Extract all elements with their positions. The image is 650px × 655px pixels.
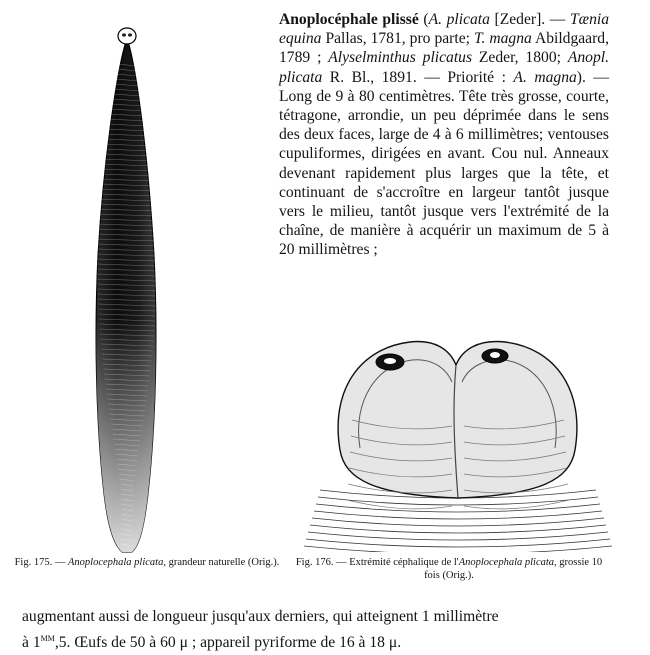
species-description: Anoplocéphale plissé (A. plicata [Zeder]. — Tænia equina Pallas, 1781, pro parte; T. magna Abildgaard, 1789 ; Alyselminthus plicatus Zeder, 1800; Anopl. plicata R. Bl., 1891. — Priorité : A. magna). — Long de 9 à 80 centimètres. Tête très grosse, courte, tétragone, arrondie, un peu déprimée dans le sens des deux faces, large de 4 à 6 millimètres; ventouses cupuliformes, dirigées en avant. Cou nul. Anneaux devenant rapidement plus larges que la tête, et continuant de s'accroître en largeur tantôt jusque vers le milieu, tantôt jusque vers l'extrémité de la chaîne, de manière à acquérir un maximum de 5 à 20 millimètres ;: [279, 11, 609, 259]
figure-175-worm-illustration: [84, 24, 170, 554]
continuation-text: augmentant aussi de longueur jusqu'aux derniers, qui atteignent 1 millimètre à $1^{mm},5$. Œufs de 50 à 60 μ ; appareil pyriforme de 16 à 18 μ.: [22, 608, 499, 652]
figure-176-caption: Fig. 176. — Extrémité céphalique de l'Anoplocephala plicata, grossie 10 fois (Orig.).: [295, 557, 603, 581]
figure-175-caption: Fig. 175. — Anoplocephala plicata, grandeur naturelle (Orig.).: [14, 557, 280, 568]
species-heading: Anoplocéphale plissé: [279, 11, 419, 28]
figure-176-head-illustration: [300, 330, 618, 552]
